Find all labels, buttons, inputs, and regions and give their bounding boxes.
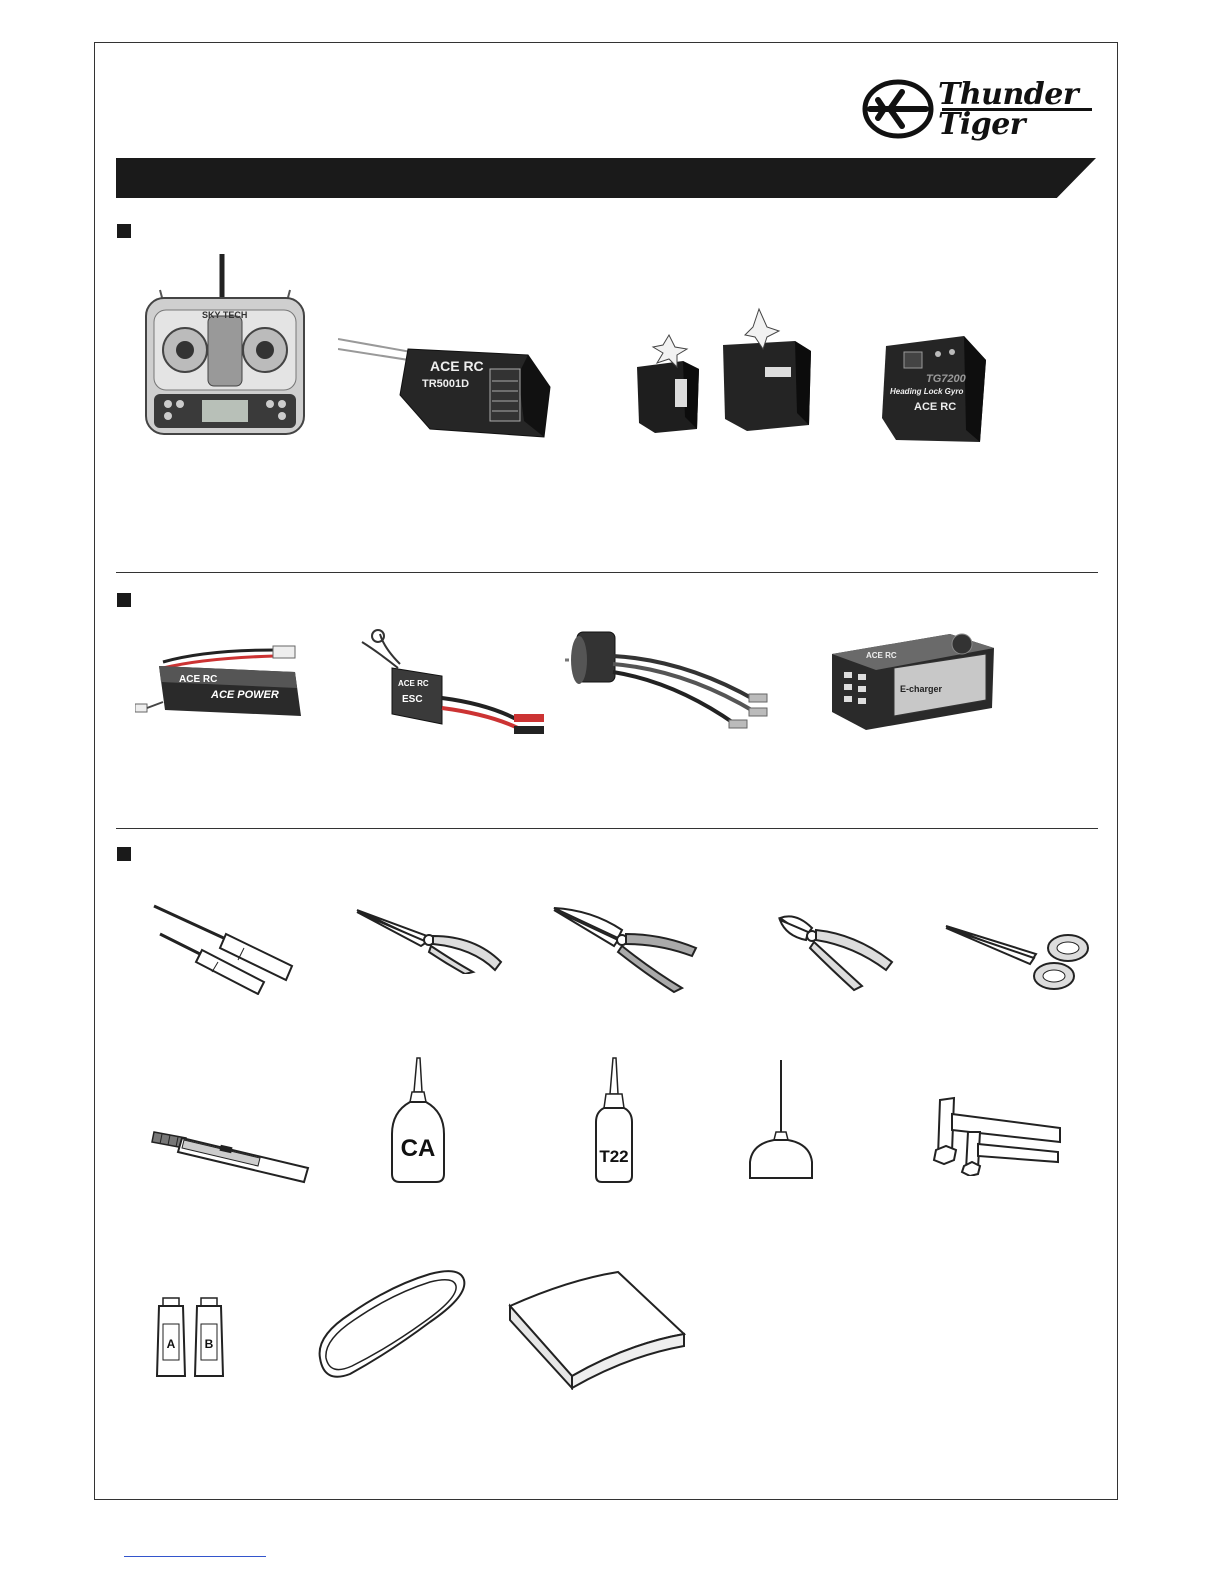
section-marker-power (117, 593, 131, 607)
transmitter-brand: SKY TECH (202, 310, 248, 320)
logo-line-1: Thunder (938, 77, 1079, 112)
motor-image (565, 620, 775, 740)
plane-circle-icon (862, 78, 942, 140)
gyro-caption: Heading Lock Gyro (890, 387, 964, 396)
charger-brand: ACE RC (866, 651, 897, 660)
section-marker-radio (117, 224, 131, 238)
footer-link-underline[interactable] (124, 1556, 266, 1557)
gyro-image (880, 330, 990, 445)
utility-knife-image (150, 1124, 312, 1186)
side-cutters-image (776, 912, 896, 992)
section-divider-2 (116, 828, 1098, 829)
thunder-tiger-logo (862, 78, 1094, 140)
charger-image (830, 628, 998, 733)
long-nose-pliers-image (355, 906, 505, 974)
battery-label: ACE POWER (211, 689, 279, 701)
section-marker-tools (117, 847, 131, 861)
scissors-image (944, 924, 1092, 992)
ca-glue-bottle-image (388, 1056, 448, 1186)
transmitter-image (140, 250, 310, 440)
section-banner (116, 158, 1096, 198)
esc-image (338, 628, 550, 738)
servos-image (625, 305, 820, 445)
epoxy-tubes-image (155, 1296, 227, 1380)
foam-pad-image (508, 1270, 686, 1390)
receiver-model: TR5001D (422, 378, 470, 390)
ca-label: CA (400, 1135, 436, 1162)
receiver-image (338, 325, 553, 445)
threadlock-bottle-image (592, 1056, 636, 1186)
gyro-model: TG7200 (926, 373, 966, 385)
oil-can-image (748, 1058, 814, 1182)
gyro-brand: ACE RC (914, 401, 957, 413)
t22-label: T22 (599, 1147, 629, 1166)
rubber-band-image (310, 1266, 470, 1384)
screwdrivers-image (148, 900, 298, 995)
charger-label: E-charger (900, 684, 943, 694)
needle-nose-pliers-image (552, 904, 700, 994)
esc-label: ESC (402, 694, 423, 705)
section-divider-1 (116, 572, 1098, 573)
esc-brand: ACE RC (398, 679, 429, 688)
battery-brand: ACE RC (179, 674, 218, 685)
epoxy-label-b: B (204, 1337, 214, 1351)
logo-line-2: Tiger (938, 107, 1026, 142)
epoxy-label-a: A (166, 1337, 176, 1351)
battery-image (135, 640, 307, 720)
receiver-brand: ACE RC (430, 358, 484, 374)
hex-keys-image (924, 1094, 1064, 1176)
logo-rule (942, 108, 1092, 111)
